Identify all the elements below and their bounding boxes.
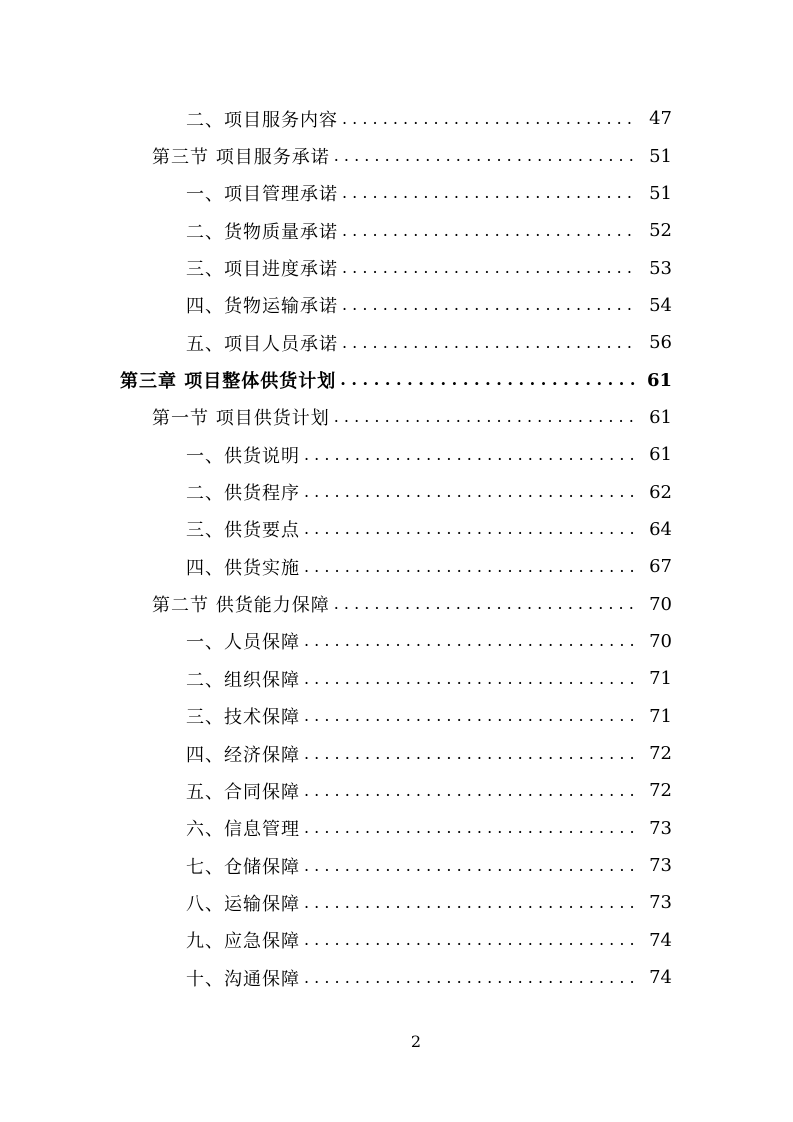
toc-entry[interactable]: [0, 847, 793, 884]
toc-entry-title: 二、供货程序: [186, 483, 300, 505]
toc-entry[interactable]: [0, 660, 793, 697]
dot-leader: [342, 296, 636, 314]
dot-leader: [304, 857, 636, 875]
toc-entry[interactable]: [0, 212, 793, 249]
toc-entry-title: 四、经济保障: [186, 744, 300, 766]
toc-entry-page: 71: [649, 705, 672, 727]
dot-leader: [342, 184, 636, 202]
toc-entry-title: 一、项目管理承诺: [186, 184, 338, 206]
toc-entry-page: 51: [649, 182, 672, 204]
toc-entry-page: 74: [649, 967, 672, 989]
toc-entry[interactable]: [0, 735, 793, 772]
toc-entry-title: 九、应急保障: [186, 931, 300, 953]
toc-entry-title: 二、组织保障: [186, 669, 300, 691]
toc-entry-title: 三、技术保障: [186, 707, 300, 729]
dot-leader: [304, 931, 636, 949]
dot-leader: [304, 782, 636, 800]
toc-entry[interactable]: [0, 511, 793, 548]
toc-entry-page: 62: [649, 481, 672, 503]
toc-entry-title: 三、项目进度承诺: [186, 259, 338, 281]
toc-entry-title: 十、沟通保障: [186, 968, 300, 990]
toc-entry[interactable]: [0, 100, 793, 137]
toc-entry-title: 第三节 项目服务承诺: [152, 147, 330, 169]
toc-entry-page: 67: [649, 556, 672, 578]
toc-entry[interactable]: [0, 810, 793, 847]
table-of-contents: [0, 100, 793, 996]
toc-entry-page: 53: [649, 257, 672, 279]
toc-entry-page: 70: [649, 630, 672, 652]
toc-entry[interactable]: [0, 922, 793, 959]
toc-entry-page: 73: [649, 855, 672, 877]
dot-leader: [334, 408, 636, 426]
toc-entry[interactable]: [0, 623, 793, 660]
toc-entry-page: 64: [649, 518, 672, 540]
dot-leader: [304, 894, 636, 912]
toc-entry-title: 五、项目人员承诺: [186, 333, 338, 355]
toc-entry[interactable]: [0, 175, 793, 212]
dot-leader: [304, 707, 636, 725]
toc-entry[interactable]: [0, 399, 793, 436]
toc-entry[interactable]: [0, 361, 793, 398]
toc-entry-page: 72: [649, 780, 672, 802]
toc-entry[interactable]: [0, 884, 793, 921]
dot-leader: [342, 222, 636, 240]
dot-leader: [334, 595, 636, 613]
dot-leader: [304, 520, 636, 538]
toc-entry[interactable]: [0, 585, 793, 622]
toc-entry-title: 第二节 供货能力保障: [152, 595, 330, 617]
dot-leader: [304, 558, 636, 576]
dot-leader: [304, 745, 636, 763]
toc-entry-title: 四、货物运输承诺: [186, 296, 338, 318]
toc-entry-title: 八、运输保障: [186, 893, 300, 915]
dot-leader: [304, 969, 636, 987]
toc-entry-page: 61: [649, 406, 672, 428]
toc-entry-page: 70: [649, 593, 672, 615]
toc-entry-title: 第一节 项目供货计划: [152, 408, 330, 430]
toc-entry-page: 71: [649, 668, 672, 690]
dot-leader: [304, 632, 636, 650]
toc-entry[interactable]: [0, 473, 793, 510]
dot-leader: [334, 147, 636, 165]
dot-leader: [342, 259, 636, 277]
toc-entry[interactable]: [0, 249, 793, 286]
toc-entry-page: 61: [649, 444, 672, 466]
toc-entry[interactable]: [0, 287, 793, 324]
toc-entry-page: 72: [649, 743, 672, 765]
toc-entry-page: 51: [649, 145, 672, 167]
toc-entry-page: 52: [649, 220, 672, 242]
toc-entry-page: 47: [649, 108, 672, 130]
toc-entry[interactable]: [0, 772, 793, 809]
toc-entry-title: 二、项目服务内容: [186, 109, 338, 131]
toc-entry-title: 一、人员保障: [186, 632, 300, 654]
toc-entry-page: 61: [646, 369, 672, 391]
toc-entry-title: 六、信息管理: [186, 819, 300, 841]
toc-entry[interactable]: [0, 959, 793, 996]
toc-entry-page: 73: [649, 817, 672, 839]
toc-entry-title: 四、供货实施: [186, 557, 300, 579]
toc-entry[interactable]: [0, 698, 793, 735]
toc-entry[interactable]: [0, 324, 793, 361]
dot-leader: [304, 446, 636, 464]
toc-entry-page: 54: [649, 294, 672, 316]
page-number: 2: [410, 1032, 422, 1051]
toc-entry-title: 五、合同保障: [186, 781, 300, 803]
toc-entry[interactable]: [0, 436, 793, 473]
dot-leader: [304, 483, 636, 501]
toc-entry-title: 第三章 项目整体供货计划: [120, 371, 337, 393]
toc-entry-title: 二、货物质量承诺: [186, 221, 338, 243]
toc-entry-page: 74: [649, 929, 672, 951]
toc-entry-page: 73: [649, 892, 672, 914]
dot-leader: [304, 819, 636, 837]
toc-entry-title: 七、仓储保障: [186, 856, 300, 878]
dot-leader: [340, 371, 636, 389]
dot-leader: [304, 670, 636, 688]
toc-entry-page: 56: [649, 332, 672, 354]
dot-leader: [342, 110, 636, 128]
toc-entry-title: 一、供货说明: [186, 445, 300, 467]
toc-entry-title: 三、供货要点: [186, 520, 300, 542]
toc-entry[interactable]: [0, 137, 793, 174]
dot-leader: [342, 334, 636, 352]
toc-entry[interactable]: [0, 548, 793, 585]
